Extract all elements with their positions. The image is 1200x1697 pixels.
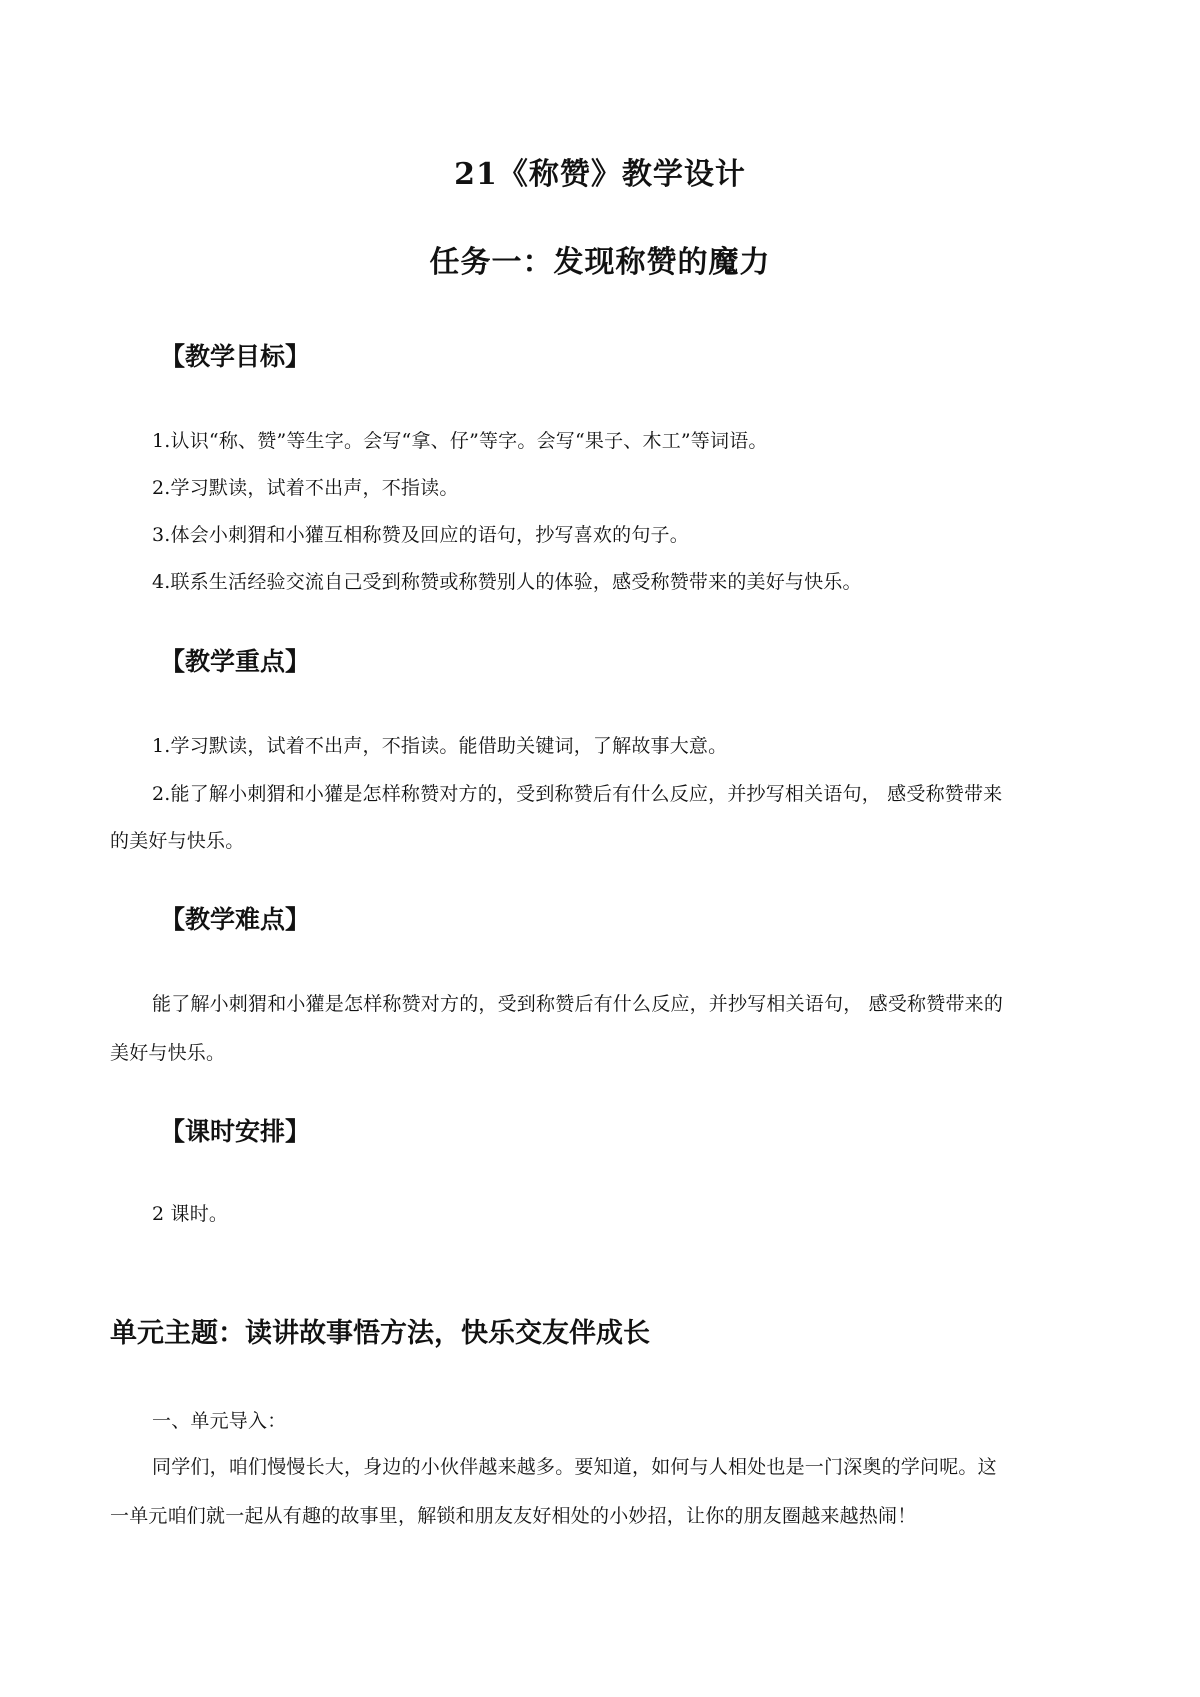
schedule-heading: 【课时安排】 bbox=[160, 1117, 311, 1146]
difficulties-heading: 【教学难点】 bbox=[160, 905, 311, 934]
unit-theme-heading: 单元主题：读讲故事悟方法，快乐交友伴成长 bbox=[110, 1318, 650, 1349]
objective-item: 4.联系生活经验交流自己受到称赞或称赞别人的体验，感受称赞带来的美好与快乐。 bbox=[152, 571, 862, 593]
key-points-heading: 【教学重点】 bbox=[160, 647, 311, 676]
difficulty-text-continuation: 美好与快乐。 bbox=[110, 1042, 226, 1064]
difficulty-text: 能了解小刺猬和小獾是怎样称赞对方的，受到称赞后有什么反应，并抄写相关语句， 感受称赞带来的 bbox=[152, 993, 1004, 1015]
unit-intro-label: 一、单元导入： bbox=[152, 1410, 287, 1432]
objectives-heading: 【教学目标】 bbox=[160, 342, 311, 371]
objective-item: 1.认识“称、赞”等生字。会写“拿、仔”等字。会写“果子、木工”等词语。 bbox=[152, 430, 768, 452]
objective-item: 3.体会小刺猬和小獾互相称赞及回应的语句，抄写喜欢的句子。 bbox=[152, 524, 689, 546]
unit-intro-text: 同学们，咱们慢慢长大，身边的小伙伴越来越多。要知道，如何与人相处也是一门深奥的学问呢。这 bbox=[152, 1456, 997, 1478]
document-title: 21《称赞》教学设计 bbox=[454, 157, 746, 192]
key-point-item-continuation: 的美好与快乐。 bbox=[110, 830, 245, 852]
key-point-item: 1.学习默读，试着不出声，不指读。能借助关键词，了解故事大意。 bbox=[152, 735, 728, 757]
schedule-text: 2 课时。 bbox=[152, 1203, 229, 1225]
objective-item: 2.学习默读，试着不出声，不指读。 bbox=[152, 477, 459, 499]
task-subtitle: 任务一：发现称赞的魔力 bbox=[429, 245, 771, 280]
key-point-item: 2.能了解小刺猬和小獾是怎样称赞对方的，受到称赞后有什么反应，并抄写相关语句， 感受称赞带来 bbox=[152, 783, 1003, 805]
unit-intro-text-continuation: 一单元咱们就一起从有趣的故事里，解锁和朋友友好相处的小妙招，让你的朋友圈越来越热闹！ bbox=[110, 1505, 917, 1527]
